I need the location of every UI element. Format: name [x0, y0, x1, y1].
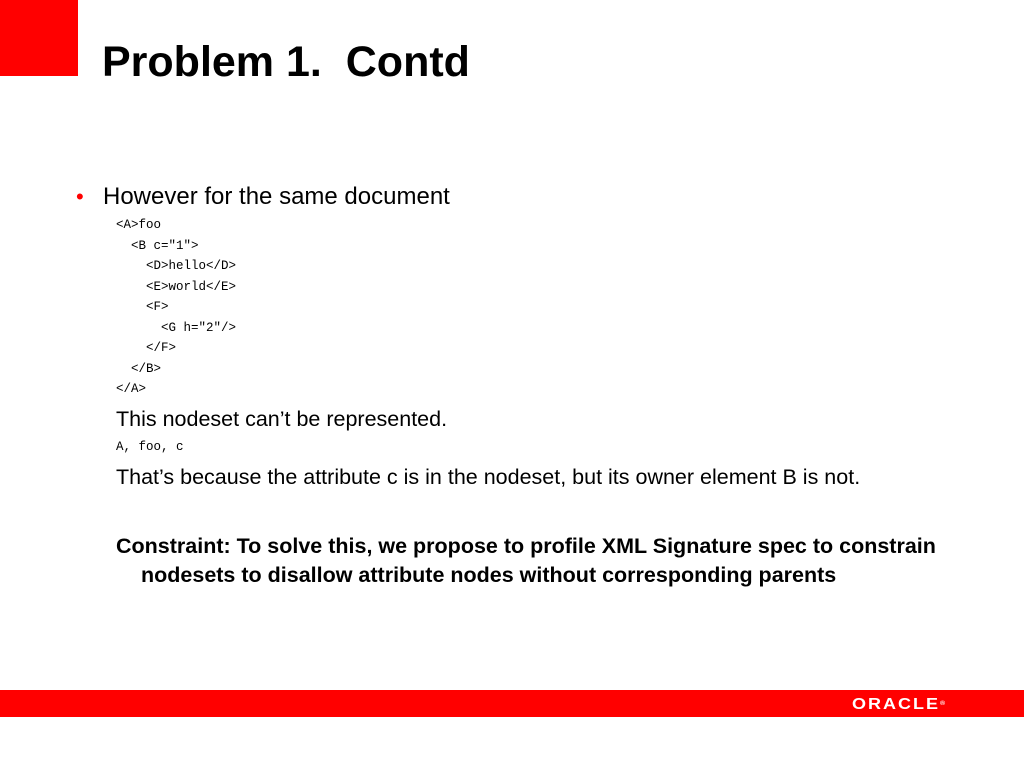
explanation-text: That’s because the attribute c is in the nodeset, but its owner element B is not. — [116, 465, 861, 489]
registered-mark-icon: ® — [940, 700, 946, 707]
code-line: </F> — [116, 341, 177, 355]
logo-text: ORACLE — [852, 695, 940, 713]
code-line: <B c="1"> — [116, 239, 199, 253]
code-line: <F> — [116, 300, 169, 314]
slide-title: Problem 1. Contd — [102, 38, 470, 86]
bullet-dot-icon: • — [76, 184, 84, 209]
nodeset-statement: This nodeset can’t be represented. — [116, 407, 448, 431]
corner-accent-block — [0, 0, 78, 76]
bullet-item — [76, 182, 450, 212]
code-line: </B> — [116, 362, 162, 376]
code-line: <A>foo — [116, 218, 162, 232]
nodeset-code: A, foo, c — [116, 440, 184, 454]
code-line: <E>world</E> — [116, 280, 237, 294]
code-line: <D>hello</D> — [116, 259, 237, 273]
bullet-text: However for the same document — [103, 183, 450, 210]
code-line: <G h="2"/> — [116, 321, 237, 335]
code-line: </A> — [116, 382, 147, 396]
constraint-text: Constraint: To solve this, we propose to profile XML Signature spec to constrain nodesets to disallow attribute nodes without corresponding parents — [116, 534, 936, 587]
oracle-logo — [852, 696, 945, 713]
